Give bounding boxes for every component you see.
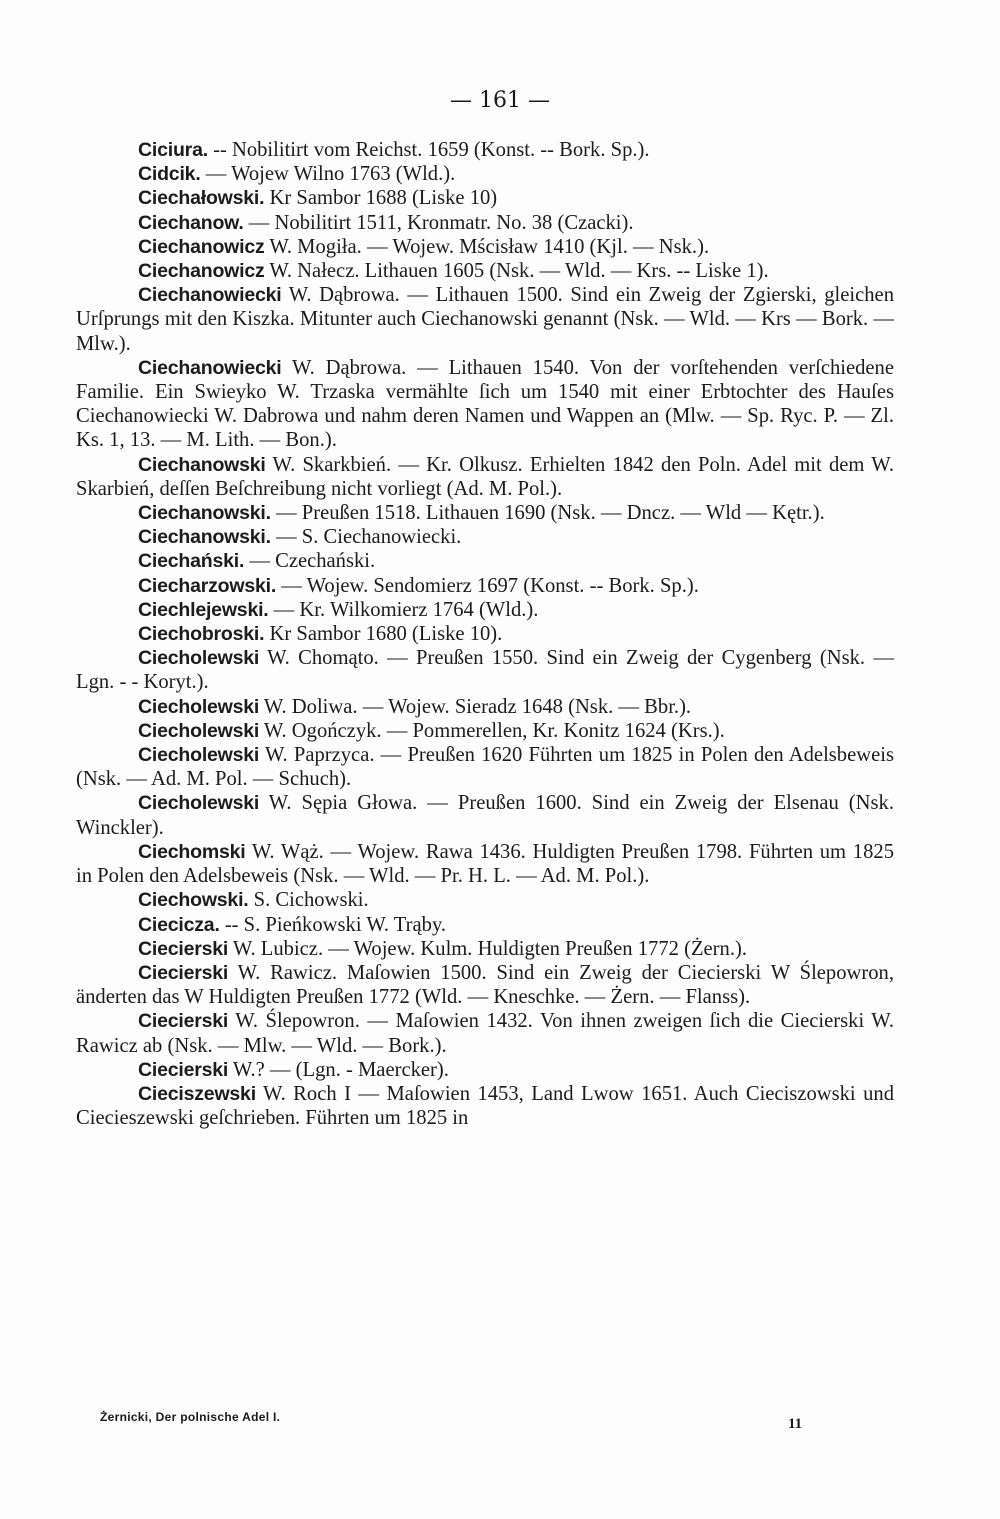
page-footer — [100, 1402, 803, 1442]
entry-text: — Preußen 1518. Lithauen 1690 (Nsk. — Dncz. — Wld — Kętr.). — [270, 502, 825, 525]
entry-name: Ciecierski — [138, 937, 229, 960]
entry — [76, 138, 894, 162]
entry — [76, 549, 894, 573]
entry — [76, 743, 894, 791]
entry — [76, 162, 894, 186]
entry — [76, 501, 894, 525]
entry-text: S. Cichowski. — [248, 889, 369, 912]
entry-name: Ciecicza. — [138, 913, 220, 936]
entry — [76, 453, 894, 501]
entry — [76, 719, 894, 743]
entry-text: W. Dąbrowa. — Lithauen 1500. Sind ein Zweig der Zgierski, gleichen Urſprungs mit den Kiszka. Mitunter auch Ciechanowski genannt (Nsk. — Wld. — Krs — Bork. — Mlw.). — [76, 284, 894, 355]
entry-text: W. Dąbrowa. — Lithauen 1540. Von der vorſtehenden verſchiedene Familie. Ein Swieyko W. Trzaska vermählte ſich um 1540 mit einer Erbtochter des Hauſes Ciechanowiecki W. Dabrowa und nahm deren Namen und Wappen an (Mlw. — Sp. Ryc. P. — Zl. Ks. 1, 13. — M. Lith. — Bon.). — [76, 356, 894, 452]
entry — [76, 525, 894, 549]
entry-name: Ciecholewski — [138, 695, 260, 718]
entry-name: Ciechanowiecki — [138, 284, 282, 307]
entry-text: W. Doliwa. — Wojew. Sieradz 1648 (Nsk. — Bbr.). — [259, 695, 692, 718]
entry-text: — S. Ciechanowiecki. — [270, 526, 462, 549]
entry-name: Ciecholewski — [138, 647, 260, 670]
entry-name: Ciecierski — [138, 1010, 229, 1033]
entry-name: Ciechanowski. — [138, 526, 271, 549]
entry-text: W. Roch I — Maſowien 1453, Land Lwow 1651. Auch Cieciszowski und Ciecieszewski geſchrieben. Führten um 1825 in — [76, 1082, 894, 1130]
entry-text: W. Paprzyca. — Preußen 1620 Führten um 1825 in Polen den Adelsbeweis (Nsk. — Ad. M. Pol. — Schuch). — [76, 744, 894, 791]
entry — [76, 622, 894, 646]
entry-text: — Wojew Wilno 1763 (Wld.). — [200, 163, 456, 186]
entry-name: Ciecholewski — [138, 744, 260, 767]
entry — [76, 840, 894, 888]
entry-text: W. Ślepowron. — Maſowien 1432. Von ihnen zweigen ſich die Ciecierski W. Rawicz ab (Nsk. — Mlw. — Wld. — Bork.). — [76, 1010, 894, 1057]
entry — [76, 695, 894, 719]
entry-text: — Czechański. — [244, 550, 376, 573]
entry — [76, 791, 894, 839]
entry-name: Ciechanow. — [138, 211, 244, 234]
entry — [76, 235, 894, 259]
entry-name: Ciecierski — [138, 1058, 229, 1081]
entry — [76, 913, 894, 937]
entry-name: Ciechanowski. — [138, 502, 271, 525]
entry — [76, 598, 894, 622]
entry — [76, 186, 894, 210]
entry — [76, 937, 894, 961]
entry — [76, 283, 894, 356]
entry-name: Ciechomski — [138, 840, 246, 863]
entry-text: W. Chomąto. — Preußen 1550. Sind ein Zweig der Cygenberg (Nsk. — Lgn. - - Koryt.). — [76, 647, 894, 694]
entry-name: Ciechanowski — [138, 453, 266, 476]
entry-text: — Kr. Wilkomierz 1764 (Wld.). — [268, 598, 539, 621]
entry-text: W. Nałecz. Lithauen 1605 (Nsk. — Wld. — Krs. -- Liske 1). — [264, 260, 769, 283]
entry — [76, 259, 894, 283]
entry-text: -- Nobilitirt vom Reichst. 1659 (Konst. -- Bork. Sp.). — [207, 139, 650, 161]
entry-text: W. Skarkbień. — Kr. Olkusz. Erhielten 1842 den Poln. Adel mit dem W. Skarbień, deſſen Beſchreibung nicht vorliegt (Ad. M. Pol.). — [76, 453, 894, 500]
entry-name: Ciechlejewski. — [138, 598, 269, 621]
entry-name: Ciecierski — [138, 961, 229, 984]
entry-name: Cieciszewski — [138, 1082, 256, 1105]
entry-name: Ciecholewski — [138, 719, 260, 742]
entry-text: W. Lubicz. — Wojew. Kulm. Huldigten Preußen 1772 (Żern.). — [228, 937, 747, 960]
entry-name: Ciechowski. — [138, 889, 249, 912]
entry-text: W. Ogończyk. — Pommerellen, Kr. Konitz 1624 (Krs.). — [259, 719, 725, 742]
entry-text: W.? — (Lgn. - Maercker). — [228, 1058, 449, 1081]
entry-name: Ciechobroski. — [138, 623, 265, 646]
entry — [76, 961, 894, 1009]
entry — [76, 574, 894, 598]
entry — [76, 888, 894, 912]
entry — [76, 211, 894, 235]
entry-name: Ciecholewski — [138, 792, 260, 815]
entry-name: Cidcik. — [138, 163, 201, 186]
entry-name: Ciechanowicz — [138, 235, 265, 258]
printer-signature-line: Żernicki, Der polnische Adel I. — [100, 1410, 281, 1424]
entry — [76, 356, 894, 453]
entry-text: W. Wąż. — Wojew. Rawa 1436. Huldigten Preußen 1798. Führten um 1825 in Polen den Adelsbeweis (Nsk. — Wld. — Pr. H. L. — Ad. M. Pol.). — [76, 840, 894, 888]
entry-text: -- S. Pieńkowski W. Trąby. — [219, 913, 447, 936]
entry-text: — Wojew. Sendomierz 1697 (Konst. -- Bork. Sp.). — [276, 574, 699, 597]
entry-text: Kr Sambor 1680 (Liske 10). — [264, 623, 503, 646]
entry-text: Kr Sambor 1688 (Liske 10) — [264, 187, 498, 210]
signature-number: 11 — [788, 1416, 803, 1432]
entry — [76, 1082, 894, 1130]
entry-name: Ciecharzowski. — [138, 574, 277, 597]
entry-name: Ciechałowski. — [138, 187, 265, 210]
entries-column — [76, 138, 894, 1130]
entry-name: Ciechanowiecki — [138, 356, 282, 379]
entry — [76, 1058, 894, 1082]
entry-name: Ciciura. — [138, 139, 208, 161]
entry — [76, 646, 894, 694]
entry-name: Ciechanowicz — [138, 260, 265, 283]
entry-text: W. Sępia Głowa. — Preußen 1600. Sind ein Zweig der Elsenau (Nsk. Winckler). — [76, 792, 894, 839]
entry-text: W. Rawicz. Maſowien 1500. Sind ein Zweig der Ciecierski W Ślepowron, änderten das W Huldigten Preußen 1772 (Wld. — Kneschke. — Żern. — Flanss). — [76, 961, 894, 1009]
entry-text: W. Mogiła. — Wojew. Mścisław 1410 (Kjl. — Nsk.). — [264, 235, 710, 258]
page-number: — 161 — — [450, 88, 550, 113]
entry — [76, 1009, 894, 1057]
entry-text: — Nobilitirt 1511, Kronmatr. No. 38 (Czacki). — [243, 211, 634, 234]
entry-name: Ciechański. — [138, 550, 245, 573]
